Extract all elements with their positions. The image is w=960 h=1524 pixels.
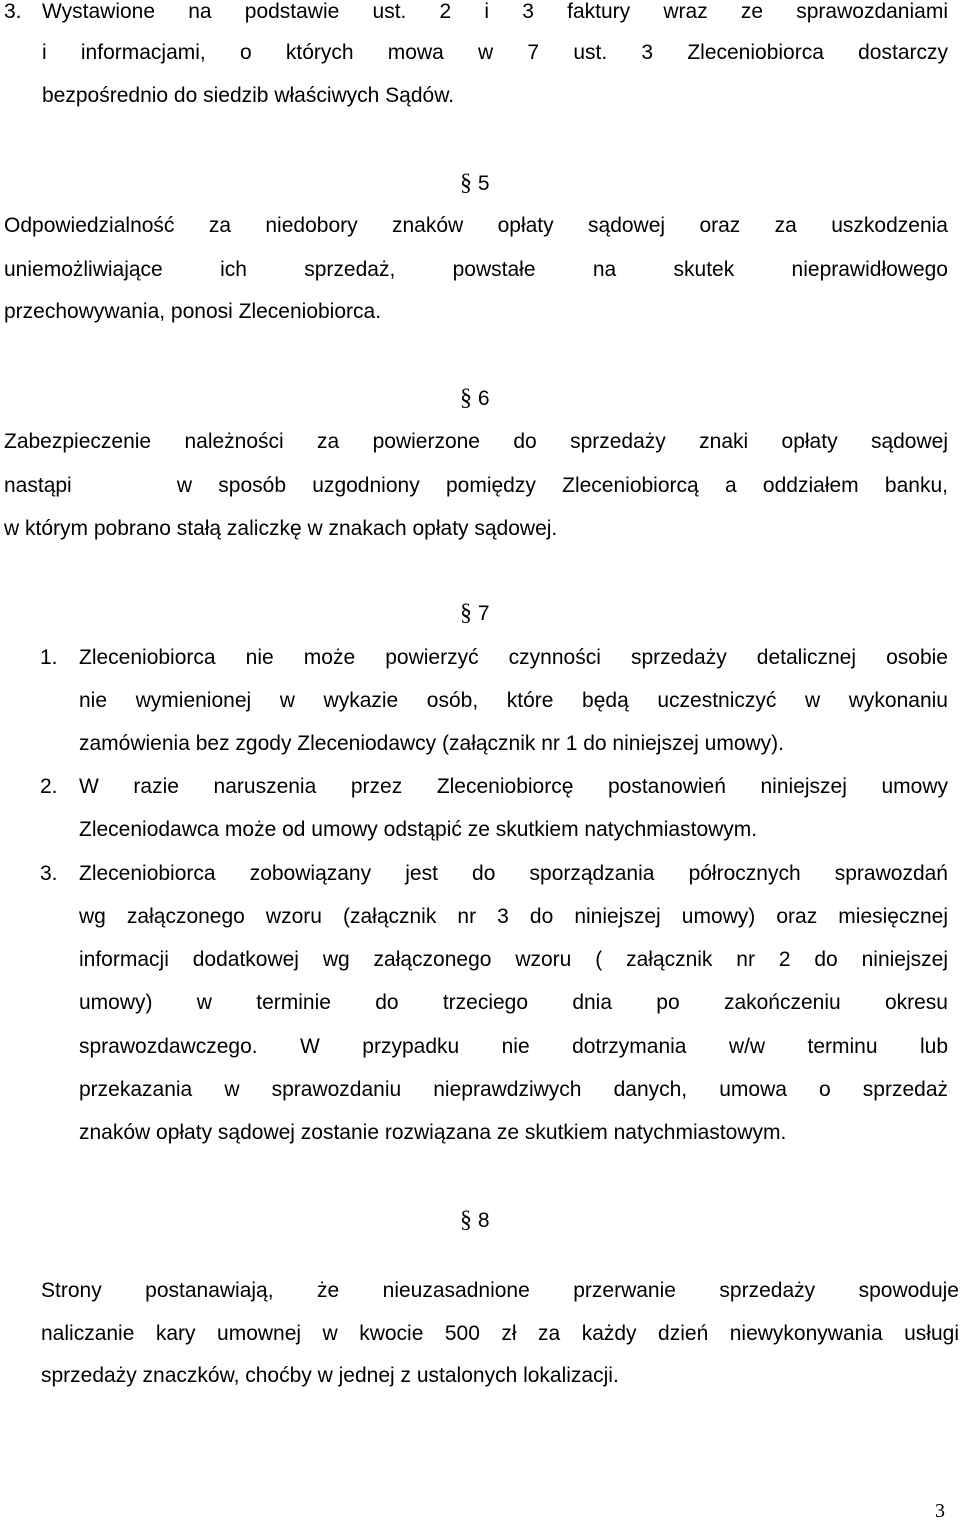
section-sign-icon: § [460,600,472,626]
section-heading [460,385,490,412]
paragraph-line: zamówienia bez zgody Zleceniodawcy (załącznik nr 1 do niniejszej umowy). [79,732,784,755]
paragraph-line: Zabezpieczenie należności za powierzone do sprzedaży znaki opłaty sądowej [4,430,948,453]
paragraph-line: sprawozdawczego. W przypadku nie dotrzymania w/w terminu lub [79,1035,948,1058]
paragraph-line: sprzedaży znaczków, choćby w jednej z ustalonych lokalizacji. [41,1364,619,1387]
section-number: 6 [477,387,490,410]
paragraph-line: Zleceniobiorca zobowiązany jest do sporządzania półrocznych sprawozdań [79,862,948,885]
item-number: 3. [4,0,22,23]
paragraph-line: Zleceniobiorca nie może powierzyć czynności sprzedaży detalicznej osobie [79,646,948,669]
paragraph-line: w którym pobrano stałą zaliczkę w znakach opłaty sądowej. [4,517,558,540]
paragraph-line: naliczanie kary umownej w kwocie 500 zł za każdy dzień niewykonywania usługi [41,1322,959,1345]
section-sign-icon: § [460,170,472,196]
section-number: 8 [477,1209,490,1232]
paragraph-line [4,474,948,498]
item-number: 3. [40,862,58,885]
paragraph-line: umowy) w terminie do trzeciego dnia po zakończeniu okresu [79,991,948,1014]
section-sign-icon: § [460,1207,472,1233]
paragraph-line: Zleceniodawca może od umowy odstąpić ze skutkiem natychmiastowym. [79,818,758,841]
paragraph-line: informacji dodatkowej wg załączonego wzoru ( załącznik nr 2 do niniejszej [79,948,948,971]
paragraph-text: nastąpi w sposób uzgodniony pomiędzy Zleceniobiorcą a oddziałem banku, [4,474,948,497]
paragraph-line: bezpośrednio do siedzib właściwych Sądów. [42,84,455,107]
paragraph-line: przechowywania, ponosi Zleceniobiorca. [4,300,382,323]
item-number: 2. [40,775,58,798]
paragraph-line: W razie naruszenia przez Zleceniobiorcę postanowień niniejszej umowy [79,775,948,798]
paragraph-line: Strony postanawiają, że nieuzasadnione przerwanie sprzedaży spowoduje [41,1279,959,1302]
paragraph-line: wg załączonego wzoru (załącznik nr 3 do niniejszej umowy) oraz miesięcznej [79,905,948,928]
section-sign-icon: § [460,385,472,411]
section-number: 5 [477,172,490,195]
paragraph-line: znaków opłaty sądowej zostanie rozwiązana ze skutkiem natychmiastowym. [79,1121,787,1144]
section-heading [460,170,490,197]
page-number: 3 [935,1500,945,1522]
paragraph-line: uniemożliwiające ich sprzedaż, powstałe na skutek nieprawidłowego [4,258,948,281]
section-number: 7 [477,602,490,625]
paragraph-line: przekazania w sprawozdaniu nieprawdziwych danych, umowa o sprzedaż [79,1078,948,1101]
item-number: 1. [40,646,58,669]
section-heading [460,1207,490,1234]
paragraph-line: i informacjami, o których mowa w 7 ust. 3 Zleceniobiorca dostarczy [42,41,948,64]
paragraph-line: Odpowiedzialność za niedobory znaków opłaty sądowej oraz za uszkodzenia [4,214,948,237]
section-heading [460,600,490,627]
paragraph-line: nie wymienionej w wykazie osób, które będą uczestniczyć w wykonaniu [79,689,948,712]
paragraph-line: Wystawione na podstawie ust. 2 i 3 faktury wraz ze sprawozdaniami [42,0,948,23]
